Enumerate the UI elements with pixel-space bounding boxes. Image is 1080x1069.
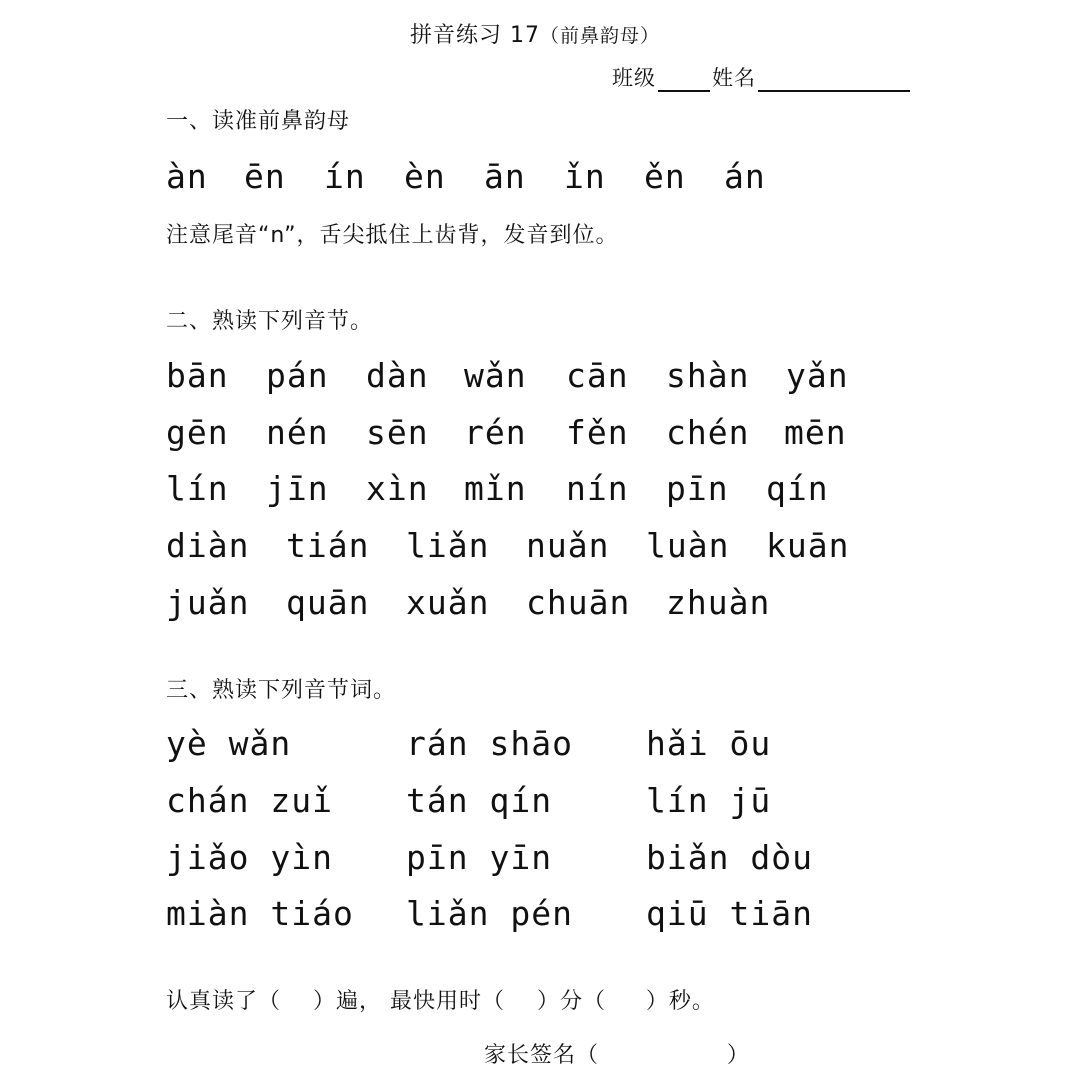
syllable: liǎn <box>406 526 490 565</box>
word: tán qín <box>406 781 553 820</box>
syllable: èn <box>404 157 446 196</box>
syllable: cān <box>566 356 629 395</box>
syllable: shàn <box>666 356 750 395</box>
syllable: pán <box>266 356 329 395</box>
word: rán shāo <box>406 724 573 763</box>
syllable: tián <box>286 526 370 565</box>
syllable: án <box>724 157 766 196</box>
word: qiū tiān <box>646 894 813 933</box>
syllable: mǐn <box>464 469 527 508</box>
word: biǎn dòu <box>646 838 813 877</box>
syllable: ān <box>484 157 526 196</box>
syllable: xìn <box>366 469 429 508</box>
name-label: 姓名 <box>712 66 756 90</box>
syllable: yǎn <box>786 356 849 395</box>
word: liǎn pén <box>406 894 573 933</box>
word: hǎi ōu <box>646 724 772 763</box>
syllable: nén <box>266 413 329 452</box>
class-blank <box>658 68 710 92</box>
syllable: gēn <box>166 413 229 452</box>
syllable: ěn <box>644 157 686 196</box>
syllable: dàn <box>366 356 429 395</box>
syllable: xuǎn <box>406 583 490 622</box>
worksheet-title <box>410 18 660 49</box>
syllable: fěn <box>566 413 629 452</box>
syllable: àn <box>166 157 208 196</box>
syllable: ēn <box>244 157 286 196</box>
syllable: pīn <box>666 469 729 508</box>
name-blank <box>758 68 910 92</box>
syllable: chuān <box>526 583 631 622</box>
syllable: kuān <box>766 526 850 565</box>
section1-heading: 一、读准前鼻韵母 <box>166 109 351 134</box>
syllable: rén <box>464 413 527 452</box>
syllable: nín <box>566 469 629 508</box>
section1-note: 注意尾音“n”，舌尖抵住上齿背，发音到位。 <box>166 223 619 248</box>
syllable: jīn <box>266 469 329 508</box>
syllable: chén <box>666 413 750 452</box>
syllable: quān <box>286 583 370 622</box>
syllable: sēn <box>366 413 429 452</box>
syllable: ín <box>324 157 366 196</box>
student-info <box>612 62 912 92</box>
word: lín jū <box>646 781 772 820</box>
syllable: mēn <box>784 413 847 452</box>
syllable: qín <box>766 469 829 508</box>
title-subtitle: （前鼻韵母） <box>540 25 661 47</box>
word: miàn tiáo <box>166 894 354 933</box>
title-text: 拼音练习 17 <box>410 23 540 48</box>
section3-heading: 三、熟读下列音节词。 <box>166 678 397 703</box>
reading-record: 认真读了（ ）遍， 最快用时（ ）分（ ）秒。 <box>166 989 715 1014</box>
word: pīn yīn <box>406 838 553 877</box>
syllable: ǐn <box>564 157 606 196</box>
syllable: nuǎn <box>526 526 610 565</box>
syllable: bān <box>166 356 229 395</box>
class-label: 班级 <box>612 66 656 90</box>
syllable: zhuàn <box>666 583 771 622</box>
word: chán zuǐ <box>166 781 333 820</box>
syllable: luàn <box>646 526 730 565</box>
word: jiǎo yìn <box>166 838 333 877</box>
syllable: lín <box>166 469 229 508</box>
word: yè wǎn <box>166 724 292 763</box>
syllable: diàn <box>166 526 250 565</box>
syllable: wǎn <box>464 356 527 395</box>
parent-signature: 家长签名（ ） <box>484 1043 750 1068</box>
syllable: juǎn <box>166 583 250 622</box>
section2-heading: 二、熟读下列音节。 <box>166 309 374 334</box>
